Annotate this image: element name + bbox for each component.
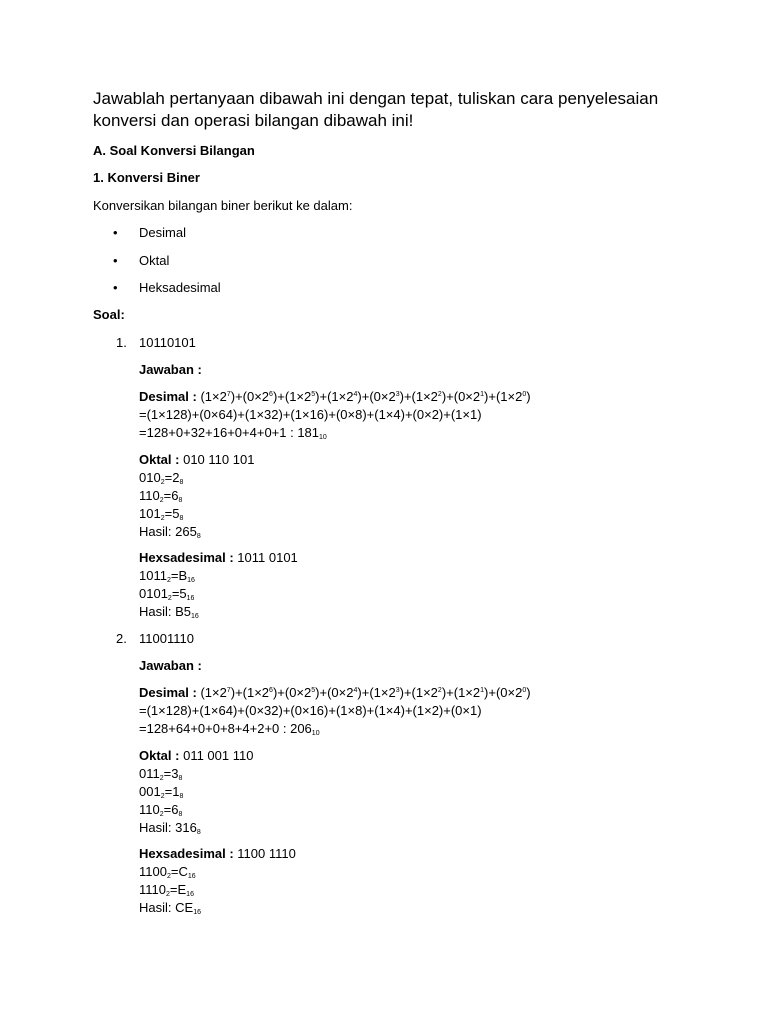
power-term-base: (0×2 xyxy=(453,389,481,404)
exponent: 5 xyxy=(311,391,316,398)
base-subscript: 10 xyxy=(319,434,327,441)
result-text: Hasil: 265 xyxy=(139,524,197,539)
desimal-line-3 xyxy=(139,424,327,441)
power-term-base: (1×2 xyxy=(327,389,354,404)
power-term-close: )+ xyxy=(272,389,285,404)
power-term-base: (0×2 xyxy=(327,685,354,700)
base-subscript: 2 xyxy=(166,873,171,880)
exponent: 6 xyxy=(269,391,273,398)
power-term-close: )+ xyxy=(315,389,328,404)
desimal-label: Desimal : xyxy=(139,685,197,700)
base-subscript: 8 xyxy=(178,811,183,818)
power-term-base: (1×2 xyxy=(453,685,481,700)
oktal-label: Oktal : xyxy=(139,748,180,763)
result-text: Hasil: B5 xyxy=(139,604,192,619)
result-text: Hasil: 316 xyxy=(139,820,197,835)
exponent: 5 xyxy=(311,687,316,694)
power-term-close: )+ xyxy=(357,685,370,700)
binary-group: 0101 xyxy=(139,586,168,601)
base-subscript: 8 xyxy=(179,793,184,800)
octal-digit: =2 xyxy=(164,470,180,485)
oktal-row xyxy=(139,765,182,782)
octal-digit: =6 xyxy=(163,802,179,817)
exponent: 0 xyxy=(522,687,527,694)
instruction-text: Konversikan bilangan biner berikut ke dalam: xyxy=(93,198,353,213)
octal-digit: =1 xyxy=(164,784,180,799)
base-subscript: 2 xyxy=(167,595,172,602)
hex-result xyxy=(139,899,201,916)
base-subscript: 8 xyxy=(179,515,184,522)
hex-row xyxy=(139,881,194,898)
power-term-close: )+ xyxy=(399,685,412,700)
base-subscript: 2 xyxy=(166,577,171,584)
power-term-close: )+ xyxy=(357,389,370,404)
problem-number: 2. xyxy=(116,631,127,646)
problem-number: 1. xyxy=(116,335,127,350)
hex-result xyxy=(139,603,199,620)
base-subscript: 8 xyxy=(178,497,183,504)
oktal-row xyxy=(139,801,182,818)
power-term-close: ) xyxy=(526,389,531,404)
bullet-item-oktal: Oktal xyxy=(139,253,170,268)
exponent: 4 xyxy=(353,687,358,694)
power-term-base: (0×2 xyxy=(495,685,523,700)
power-term-close: )+ xyxy=(484,685,496,700)
power-term-close: )+ xyxy=(484,389,496,404)
exponent: 7 xyxy=(226,687,231,694)
oktal-label: Oktal : xyxy=(139,452,180,467)
desimal-terms xyxy=(200,389,530,404)
binary-group: 1100 xyxy=(139,864,167,879)
base-subscript: 16 xyxy=(193,909,201,916)
power-term-base: (1×2 xyxy=(495,389,523,404)
exponent: 4 xyxy=(353,391,358,398)
jawaban-label: Jawaban : xyxy=(139,658,202,673)
jawaban-label: Jawaban : xyxy=(139,362,202,377)
base-subscript: 8 xyxy=(179,479,184,486)
power-term-base: (1×2 xyxy=(242,685,270,700)
power-term-close: ) xyxy=(526,685,531,700)
base-subscript: 16 xyxy=(187,873,196,880)
exponent: 6 xyxy=(269,687,273,694)
power-term-base: (1×2 xyxy=(200,685,227,700)
power-term-base: (1×2 xyxy=(284,389,312,404)
oktal-result xyxy=(139,819,201,836)
desimal-line-2: =(1×128)+(0×64)+(1×32)+(1×16)+(0×8)+(1×4)+(0×2)+(1×1) xyxy=(139,407,482,422)
power-term-close: )+ xyxy=(399,389,412,404)
oktal-row xyxy=(139,505,183,522)
power-term-base: (1×2 xyxy=(411,685,438,700)
exponent: 2 xyxy=(437,391,442,398)
power-term-base: (0×2 xyxy=(284,685,312,700)
power-term-base: (1×2 xyxy=(411,389,438,404)
desimal-line-3 xyxy=(139,720,320,737)
power-term-close: )+ xyxy=(441,389,454,404)
result-text: Hasil: CE xyxy=(139,900,194,915)
exponent: 3 xyxy=(395,391,400,398)
oktal-line xyxy=(139,451,254,468)
power-term-base: (0×2 xyxy=(369,389,396,404)
binary-group: 110 xyxy=(139,802,160,817)
base-subscript: 16 xyxy=(186,595,195,602)
exponent: 2 xyxy=(437,687,442,694)
problem-binary: 10110101 xyxy=(139,335,196,350)
bullet-mark: • xyxy=(113,253,118,268)
hex-line xyxy=(139,845,296,862)
base-subscript: 2 xyxy=(159,811,164,818)
desimal-line-1 xyxy=(139,684,531,701)
desimal-result: =128+64+0+0+8+4+2+0 : 206 xyxy=(139,721,312,736)
base-subscript: 16 xyxy=(186,891,194,898)
power-term-close: )+ xyxy=(441,685,454,700)
section-1-heading: 1. Konversi Biner xyxy=(93,170,200,185)
binary-group: 1011 xyxy=(139,568,167,583)
bullet-mark: • xyxy=(113,280,118,295)
power-term-base: (0×2 xyxy=(242,389,270,404)
exponent: 0 xyxy=(522,391,527,398)
oktal-row xyxy=(139,469,183,486)
base-subscript: 2 xyxy=(166,891,170,898)
hex-groups: 1011 0101 xyxy=(237,550,298,565)
base-subscript: 8 xyxy=(178,775,183,782)
intro-paragraph: Jawablah pertanyaan dibawah ini dengan tepat, tuliskan cara penyelesaian konversi dan operasi bilangan dibawah ini! xyxy=(93,89,659,130)
base-subscript: 2 xyxy=(160,793,165,800)
base-subscript: 8 xyxy=(196,829,201,836)
hex-row xyxy=(139,567,195,584)
power-term-close: )+ xyxy=(315,685,328,700)
power-term-close: )+ xyxy=(230,685,243,700)
binary-group: 110 xyxy=(139,488,160,503)
hex-digit: =E xyxy=(169,882,187,897)
hex-row xyxy=(139,863,196,880)
power-term-base: (1×2 xyxy=(200,389,227,404)
oktal-line xyxy=(139,747,253,764)
octal-digit: =6 xyxy=(163,488,179,503)
hex-line xyxy=(139,549,298,566)
octal-digit: =3 xyxy=(163,766,179,781)
hex-label: Hexsadesimal : xyxy=(139,846,234,861)
exponent: 3 xyxy=(395,687,400,694)
hex-label: Hexsadesimal : xyxy=(139,550,234,565)
power-term-close: )+ xyxy=(272,685,285,700)
desimal-line-1 xyxy=(139,388,531,405)
base-subscript: 16 xyxy=(191,613,199,620)
base-subscript: 2 xyxy=(160,515,165,522)
bullet-mark: • xyxy=(113,225,118,240)
oktal-groups: 011 001 110 xyxy=(183,748,254,763)
section-a-heading: A. Soal Konversi Bilangan xyxy=(93,143,255,158)
binary-group: 1110 xyxy=(139,882,166,897)
desimal-result: =128+0+32+16+0+4+0+1 : 181 xyxy=(139,425,320,440)
hex-groups: 1100 1110 xyxy=(237,846,296,861)
binary-group: 001 xyxy=(139,784,161,799)
base-subscript: 2 xyxy=(159,497,164,504)
desimal-line-2: =(1×128)+(1×64)+(0×32)+(0×16)+(1×8)+(1×4)+(1×2)+(0×1) xyxy=(139,703,482,718)
power-term-base: (1×2 xyxy=(369,685,396,700)
hex-digit: =C xyxy=(170,864,188,879)
power-term-close: )+ xyxy=(230,389,243,404)
oktal-groups: 010 110 101 xyxy=(183,452,255,467)
base-subscript: 2 xyxy=(160,479,165,486)
oktal-result xyxy=(139,523,201,540)
hex-digit: =5 xyxy=(171,586,187,601)
binary-group: 101 xyxy=(139,506,161,521)
exponent: 1 xyxy=(480,687,485,694)
exponent: 1 xyxy=(480,391,485,398)
base-subscript: 16 xyxy=(187,577,195,584)
bullet-item-desimal: Desimal xyxy=(139,225,186,240)
problem-binary: 11001110 xyxy=(139,631,194,646)
octal-digit: =5 xyxy=(164,506,180,521)
hex-row xyxy=(139,585,194,602)
oktal-row xyxy=(139,783,183,800)
desimal-label: Desimal : xyxy=(139,389,197,404)
base-subscript: 8 xyxy=(196,533,201,540)
binary-group: 011 xyxy=(139,766,160,781)
bullet-item-heksadesimal: Heksadesimal xyxy=(139,280,221,295)
soal-label: Soal: xyxy=(93,307,125,322)
exponent: 7 xyxy=(226,391,231,398)
hex-digit: =B xyxy=(170,568,188,583)
base-subscript: 10 xyxy=(311,730,320,737)
binary-group: 010 xyxy=(139,470,161,485)
base-subscript: 2 xyxy=(159,775,164,782)
desimal-terms xyxy=(200,685,530,700)
oktal-row xyxy=(139,487,182,504)
